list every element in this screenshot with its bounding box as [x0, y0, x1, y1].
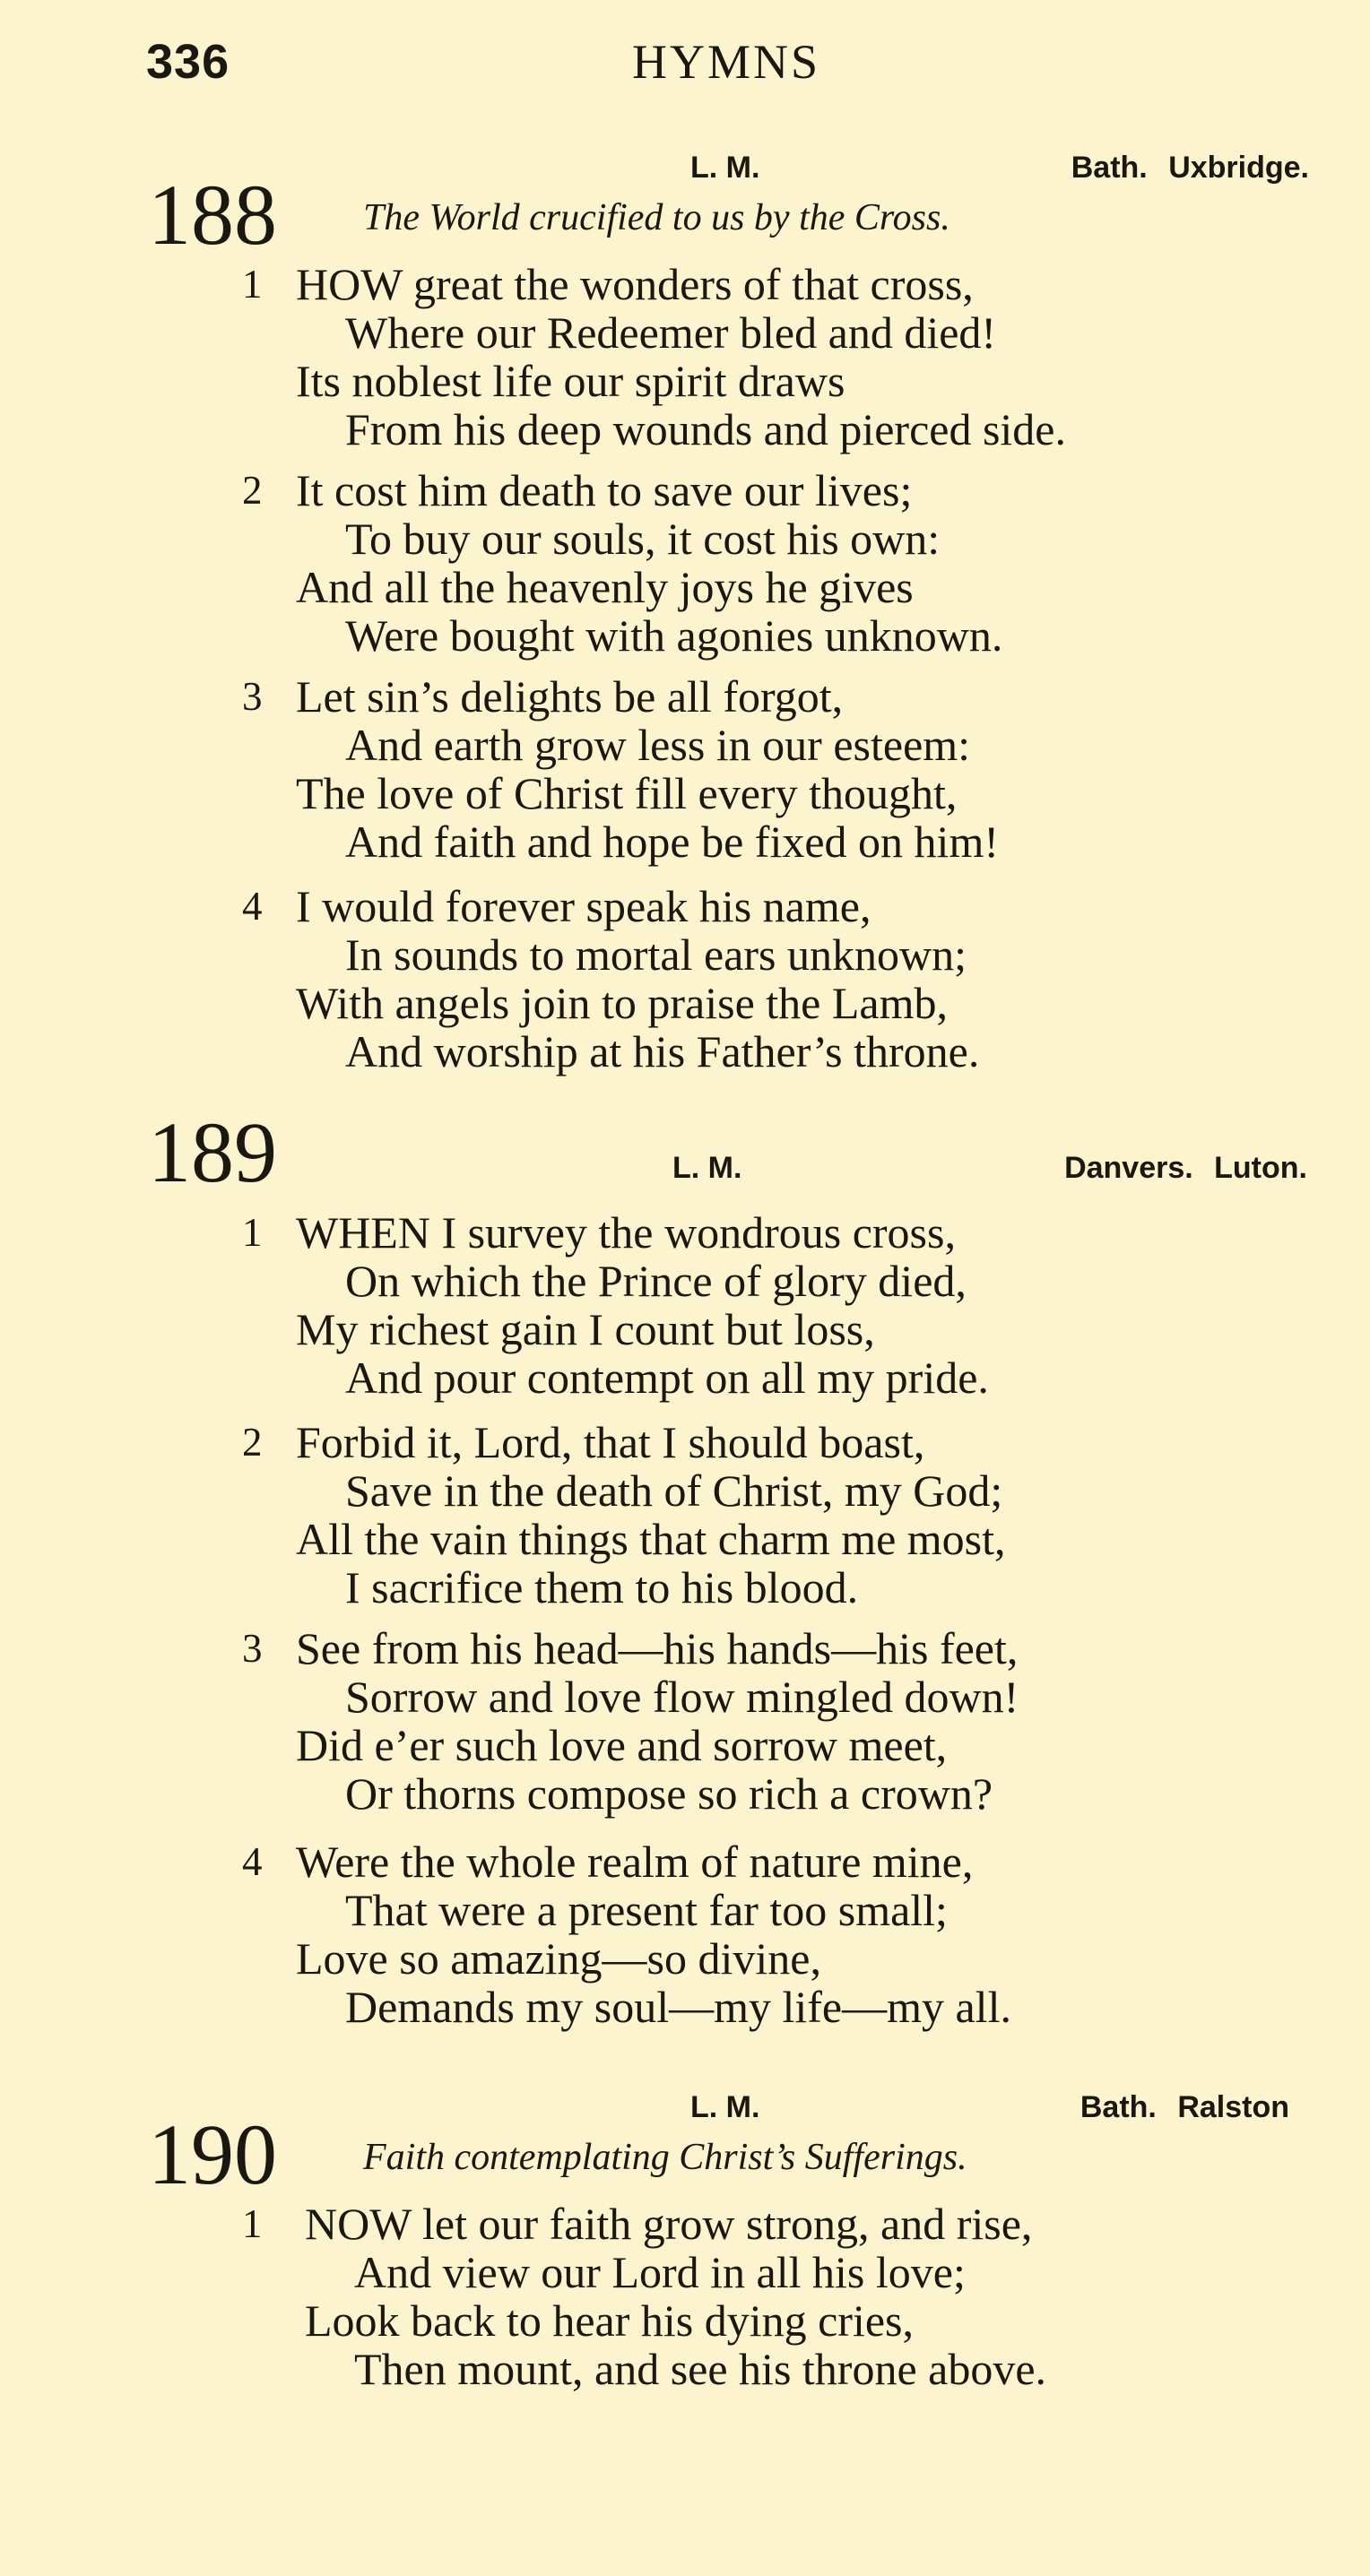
verse-line: From his deep wounds and pierced side.: [345, 404, 1067, 454]
page-number: 336: [146, 35, 230, 89]
verse-line: In sounds to mortal ears unknown;: [345, 929, 967, 980]
verse-number: 3: [242, 1626, 263, 1671]
verse-line: Its noblest life our spirit draws: [296, 356, 845, 406]
verse-line: On which the Prince of glory died,: [345, 1256, 967, 1306]
verse-line: And earth grow less in our esteem:: [345, 720, 971, 770]
verse-line: I would forever speak his name,: [296, 881, 871, 931]
verse-number: 1: [242, 2201, 263, 2246]
verse-line: Were the whole realm of nature mine,: [296, 1837, 974, 1887]
verse-line: Then mount, and see his throne above.: [354, 2344, 1047, 2394]
verse-line: Look back to hear his dying cries,: [305, 2295, 914, 2346]
verse-line: Let sin’s delights be all forgot,: [296, 671, 844, 722]
verse-line: And view our Lord in all his love;: [354, 2247, 966, 2297]
verse-number: 4: [242, 884, 263, 929]
verse-number: 1: [242, 1210, 263, 1255]
verse-line: And all the heavenly joys he gives: [296, 562, 914, 612]
verse-line: And worship at his Father’s throne.: [345, 1026, 980, 1076]
verse-line: And faith and hope be fixed on him!: [345, 817, 999, 867]
hymn-number: 190: [148, 2106, 277, 2202]
verse-line: See from his head—his hands—his feet,: [296, 1623, 1019, 1673]
verse-number: 2: [242, 1420, 263, 1465]
verse-line: The love of Christ fill every thought,: [296, 768, 958, 818]
verse-line: To buy our souls, it cost his own:: [345, 514, 941, 564]
verse-line: That were a present far too small;: [345, 1885, 948, 1935]
hymn-meter: L. M.: [690, 2090, 760, 2124]
hymn-meter: L. M.: [672, 1151, 742, 1185]
hymn-subtitle: Faith contemplating Christ’s Sufferings.: [363, 2137, 967, 2178]
hymn-number: 188: [148, 167, 277, 263]
verse-line: I sacrifice them to his blood.: [345, 1562, 859, 1612]
hymn-tunes: Danvers. Luton.: [1064, 1151, 1307, 1185]
verse-line: My richest gain I count but loss,: [296, 1304, 875, 1354]
hymn-number: 189: [148, 1104, 277, 1200]
verse-line: Save in the death of Christ, my God;: [345, 1465, 1003, 1516]
verse-number: 3: [242, 674, 263, 719]
hymn-tunes: Bath. Uxbridge.: [1071, 151, 1309, 185]
verse-line: Or thorns compose so rich a crown?: [345, 1768, 993, 1819]
verse-line: All the vain things that charm me most,: [296, 1514, 1006, 1564]
verse-line: With angels join to praise the Lamb,: [296, 978, 948, 1028]
verse-line: And pour contempt on all my pride.: [345, 1353, 989, 1403]
running-head: [0, 34, 1370, 97]
verse-number: 2: [242, 468, 263, 513]
verse-line: Did e’er such love and sorrow meet,: [296, 1720, 948, 1770]
hymn-tunes: Bath. Ralston: [1080, 2090, 1289, 2124]
running-title: HYMNS: [632, 35, 821, 89]
verse-line: WHEN I survey the wondrous cross,: [296, 1207, 956, 1258]
verse-line: Where our Redeemer bled and died!: [345, 307, 997, 358]
verse-line: It cost him death to save our lives;: [296, 465, 913, 515]
verse-number: 4: [242, 1839, 263, 1884]
hymn-subtitle: The World crucified to us by the Cross.: [363, 197, 950, 238]
verse-line: Sorrow and love flow mingled down!: [345, 1672, 1019, 1722]
verse-line: NOW let our faith grow strong, and rise,: [305, 2199, 1033, 2249]
verse-line: Demands my soul—my life—my all.: [345, 1982, 1011, 2032]
verse-line: Love so amazing—so divine,: [296, 1933, 821, 1984]
verse-line: HOW great the wonders of that cross,: [296, 259, 974, 309]
verse-number: 1: [242, 262, 263, 307]
verse-line: Were bought with agonies unknown.: [345, 610, 1003, 661]
verse-line: Forbid it, Lord, that I should boast,: [296, 1417, 925, 1467]
hymn-meter: L. M.: [690, 151, 760, 185]
